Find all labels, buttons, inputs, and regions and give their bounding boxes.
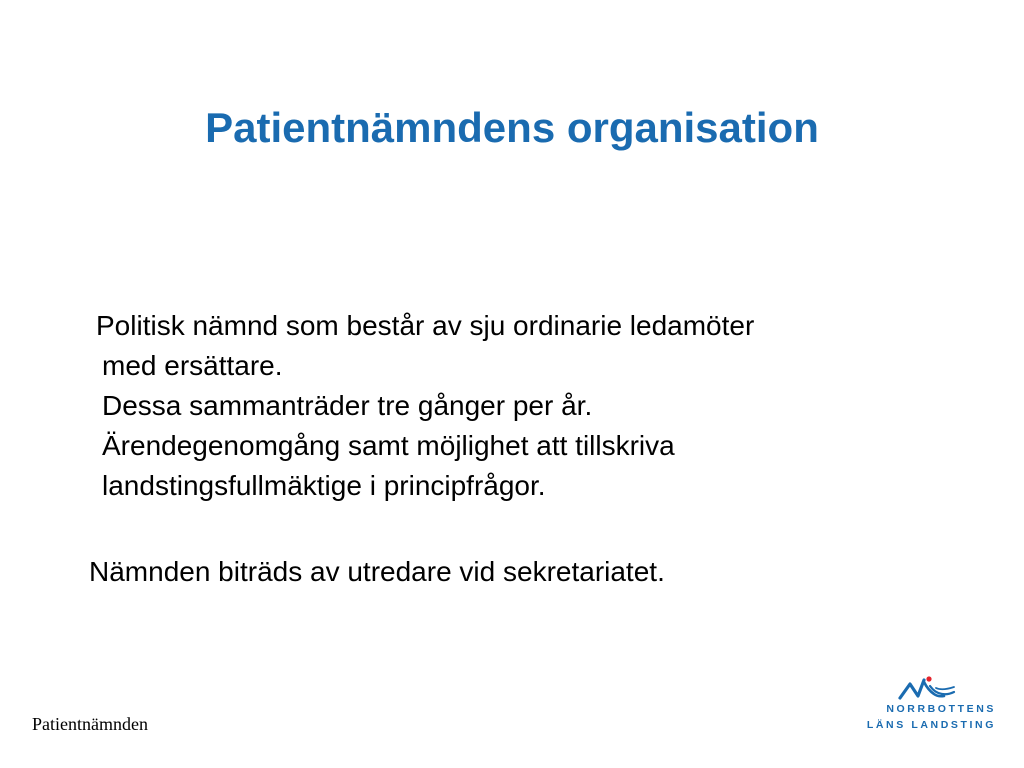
logo-text-line1: NORRBOTTENS [886, 703, 996, 715]
body-line: landstingsfullmäktige i principfrågor. [102, 470, 546, 501]
body-paragraph [96, 306, 932, 506]
norrbottens-lans-landsting-logo [854, 676, 996, 738]
body-line: Ärendegenomgång samt möjlighet att tillskriva [102, 430, 675, 461]
secretariat-paragraph: Nämnden biträds av utredare vid sekretariatet. [89, 556, 665, 587]
body-line: med ersättare. [102, 350, 283, 381]
body-line: Dessa sammanträder tre gånger per år. [102, 390, 593, 421]
logo-text-line2: LÄNS LANDSTING [866, 719, 996, 731]
body-line: Politisk nämnd som består av sju ordinarie ledamöter [96, 310, 755, 341]
norrbotten-wave-logo-icon [898, 676, 956, 700]
slide-title: Patientnämndens organisation [205, 104, 819, 151]
footer-label: Patientnämnden [32, 714, 148, 734]
